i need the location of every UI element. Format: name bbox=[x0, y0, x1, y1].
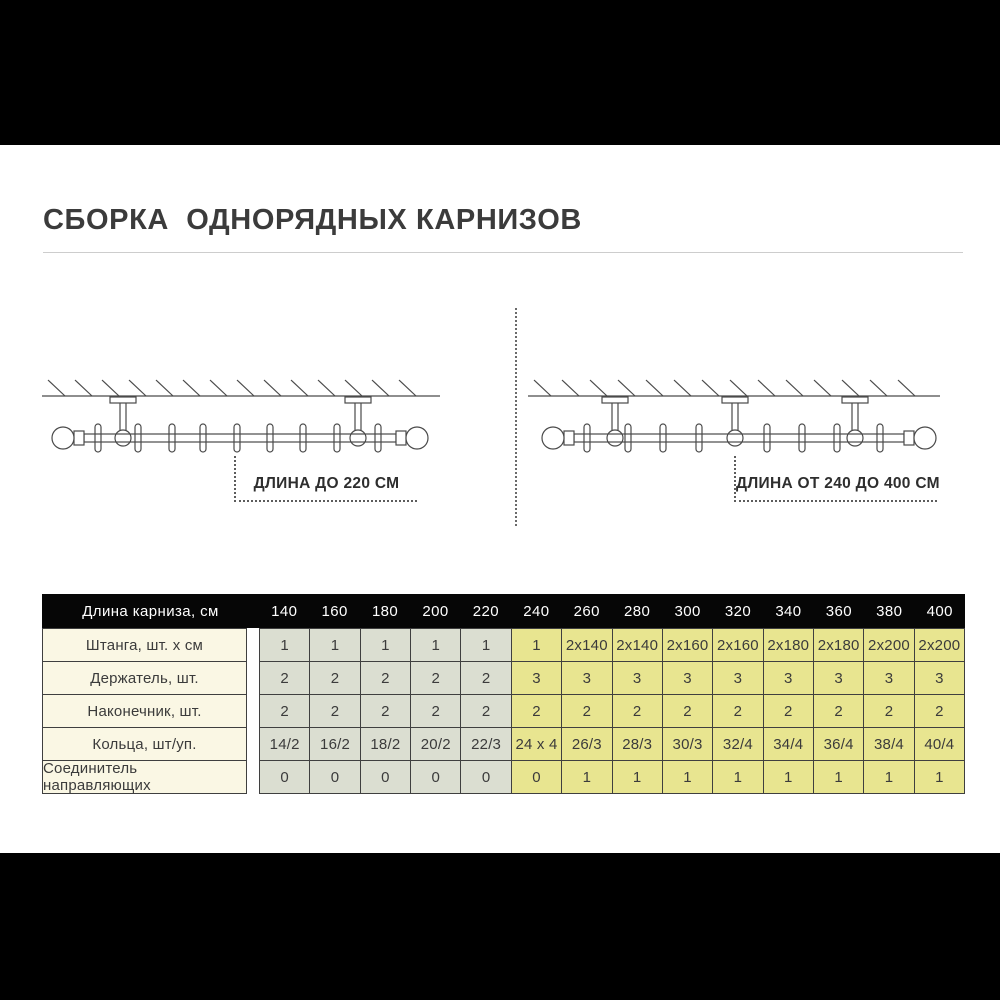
value-cell: 1 bbox=[662, 760, 713, 794]
table-gutter bbox=[247, 628, 259, 662]
value-cell: 32/4 bbox=[712, 727, 763, 761]
value-cell: 22/3 bbox=[460, 727, 511, 761]
mounting-bracket bbox=[602, 397, 868, 431]
value-cell: 2x200 bbox=[863, 628, 914, 662]
long-length-callout bbox=[734, 456, 940, 502]
value-cell: 2x140 bbox=[612, 628, 663, 662]
value-cell: 2 bbox=[561, 694, 612, 728]
value-cell: 3 bbox=[863, 661, 914, 695]
row-label: Наконечник, шт. bbox=[42, 694, 247, 728]
value-cell: 2 bbox=[410, 694, 461, 728]
value-cell: 1 bbox=[863, 760, 914, 794]
value-cell: 2 bbox=[460, 661, 511, 695]
row-label: Соединитель направляющих bbox=[42, 760, 247, 794]
column-header-140: 140 bbox=[271, 602, 298, 620]
value-cell: 1 bbox=[511, 628, 562, 662]
table-row bbox=[42, 727, 965, 761]
value-cell: 2x160 bbox=[712, 628, 763, 662]
short-length-callout bbox=[234, 456, 417, 502]
title-divider bbox=[43, 252, 963, 253]
table-gutter bbox=[247, 727, 259, 761]
column-header-380: 380 bbox=[876, 602, 903, 620]
value-cell: 3 bbox=[511, 661, 562, 695]
value-cell: 40/4 bbox=[914, 727, 965, 761]
row-label: Кольца, шт/уп. bbox=[42, 727, 247, 761]
value-cell: 2 bbox=[360, 661, 411, 695]
value-cell: 38/4 bbox=[863, 727, 914, 761]
column-header-180: 180 bbox=[371, 602, 399, 620]
value-cell: 3 bbox=[763, 661, 814, 695]
value-cell: 2 bbox=[662, 694, 713, 728]
value-cell: 2x180 bbox=[763, 628, 814, 662]
value-cell: 18/2 bbox=[360, 727, 411, 761]
diagram-separator bbox=[515, 308, 517, 526]
column-header-160: 160 bbox=[321, 602, 348, 620]
value-cell: 2 bbox=[259, 661, 310, 695]
column-header-240: 240 bbox=[523, 602, 550, 620]
value-cell: 20/2 bbox=[410, 727, 461, 761]
value-cell: 2 bbox=[813, 694, 864, 728]
column-header-280: 280 bbox=[624, 602, 651, 620]
value-cell: 2 bbox=[763, 694, 814, 728]
value-cell: 2 bbox=[511, 694, 562, 728]
value-cell: 1 bbox=[460, 628, 511, 662]
table-row bbox=[42, 694, 965, 728]
table-row bbox=[42, 760, 965, 794]
column-header-340: 340 bbox=[775, 602, 802, 620]
value-cell: 1 bbox=[612, 760, 663, 794]
row-label: Штанга, шт. х см bbox=[42, 628, 247, 662]
column-header-260: 260 bbox=[573, 602, 600, 620]
value-cell: 3 bbox=[914, 661, 965, 695]
value-cell: 16/2 bbox=[309, 727, 360, 761]
value-cell: 2 bbox=[309, 661, 360, 695]
column-header-300: 300 bbox=[674, 602, 701, 620]
value-cell: 30/3 bbox=[662, 727, 713, 761]
value-cell: 0 bbox=[360, 760, 411, 794]
value-cell: 1 bbox=[259, 628, 310, 662]
value-cell: 1 bbox=[410, 628, 461, 662]
value-cell: 14/2 bbox=[259, 727, 310, 761]
column-header-400: 400 bbox=[926, 602, 953, 620]
table-row bbox=[42, 628, 965, 662]
value-cell: 3 bbox=[813, 661, 864, 695]
value-cell: 2x140 bbox=[561, 628, 612, 662]
value-cell: 1 bbox=[813, 760, 864, 794]
value-cell: 26/3 bbox=[561, 727, 612, 761]
value-cell: 2 bbox=[460, 694, 511, 728]
ceiling-hatch bbox=[42, 380, 440, 396]
row-label: Держатель, шт. bbox=[42, 661, 247, 695]
value-cell: 2 bbox=[410, 661, 461, 695]
value-cell: 2 bbox=[914, 694, 965, 728]
long-length-caption: ДЛИНА ОТ 240 ДО 400 СМ bbox=[736, 475, 940, 492]
value-cell: 3 bbox=[662, 661, 713, 695]
column-header-360: 360 bbox=[825, 602, 852, 620]
table-gutter bbox=[247, 760, 259, 794]
column-header-200: 200 bbox=[422, 602, 449, 620]
value-cell: 36/4 bbox=[813, 727, 864, 761]
value-cell: 2 bbox=[612, 694, 663, 728]
value-cell: 3 bbox=[612, 661, 663, 695]
value-cell: 24 x 4 bbox=[511, 727, 562, 761]
value-cell: 2x180 bbox=[813, 628, 864, 662]
value-cell: 2 bbox=[360, 694, 411, 728]
value-cell: 2x160 bbox=[662, 628, 713, 662]
page-title: СБОРКА ОДНОРЯДНЫХ КАРНИЗОВ bbox=[43, 204, 582, 236]
value-cell: 1 bbox=[360, 628, 411, 662]
value-cell: 2x200 bbox=[914, 628, 965, 662]
value-cell: 0 bbox=[511, 760, 562, 794]
parts-table bbox=[42, 594, 965, 794]
table-header-row bbox=[42, 594, 965, 628]
column-header-320: 320 bbox=[724, 602, 752, 620]
table-body bbox=[42, 628, 965, 794]
short-length-caption: ДЛИНА ДО 220 СМ bbox=[253, 475, 400, 492]
value-cell: 2 bbox=[863, 694, 914, 728]
value-cell: 0 bbox=[410, 760, 461, 794]
value-cell: 1 bbox=[561, 760, 612, 794]
value-cell: 1 bbox=[309, 628, 360, 662]
value-cell: 3 bbox=[712, 661, 763, 695]
value-cell: 1 bbox=[763, 760, 814, 794]
value-cell: 3 bbox=[561, 661, 612, 695]
value-cell: 2 bbox=[712, 694, 763, 728]
table-row bbox=[42, 661, 965, 695]
value-cell: 28/3 bbox=[612, 727, 663, 761]
column-header-220: 220 bbox=[472, 602, 500, 620]
value-cell: 1 bbox=[914, 760, 965, 794]
value-cell: 2 bbox=[259, 694, 310, 728]
value-cell: 0 bbox=[460, 760, 511, 794]
letterbox-bottom bbox=[0, 853, 1000, 1000]
value-cell: 0 bbox=[259, 760, 310, 794]
ceiling-hatch bbox=[528, 380, 940, 396]
value-cell: 1 bbox=[712, 760, 763, 794]
value-cell: 0 bbox=[309, 760, 360, 794]
table-gutter bbox=[247, 694, 259, 728]
value-cell: 34/4 bbox=[763, 727, 814, 761]
letterbox-top bbox=[0, 0, 1000, 145]
value-cell: 2 bbox=[309, 694, 360, 728]
table-header-label: Длина карниза, см bbox=[82, 602, 219, 620]
table-gutter bbox=[247, 661, 259, 695]
